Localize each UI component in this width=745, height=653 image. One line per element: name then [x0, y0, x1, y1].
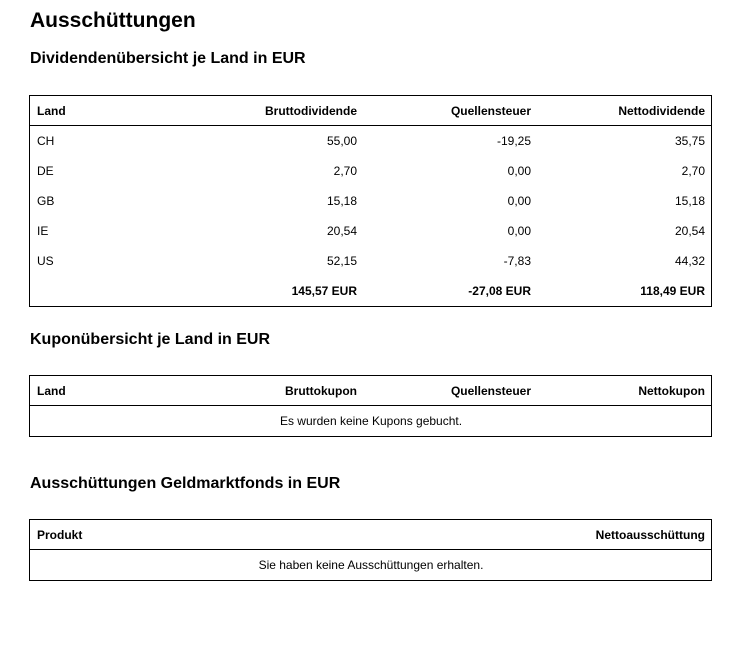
cell-netto: 20,54: [674, 224, 705, 238]
col-header-nettodividende: Nettodividende: [538, 96, 712, 126]
col-header-quellensteuer: Quellensteuer: [364, 96, 538, 126]
total-brutto: 145,57 EUR: [291, 284, 357, 298]
money-market-table: [29, 519, 712, 581]
dividend-header-row: [30, 96, 712, 126]
money-market-empty-message: Sie haben keine Ausschüttungen erhalten.: [258, 558, 484, 572]
cell-quellensteuer: -19,25: [496, 134, 531, 148]
empty-row: [30, 550, 712, 581]
cell-netto: 35,75: [674, 134, 705, 148]
cell-brutto: 55,00: [326, 134, 357, 148]
total-netto: 118,49 EUR: [640, 284, 705, 298]
cell-quellensteuer: 0,00: [507, 224, 531, 238]
col-header-nettokupon: Nettokupon: [538, 376, 712, 406]
coupon-table: [29, 375, 712, 437]
money-market-header-row: [30, 520, 712, 550]
col-header-bruttodividende: Bruttodividende: [140, 96, 364, 126]
money-market-section-title: Ausschüttungen Geldmarktfonds in EUR: [30, 475, 341, 492]
total-label: [30, 276, 140, 306]
cell-brutto: 20,54: [326, 224, 357, 238]
cell-land: CH: [37, 134, 55, 148]
dividend-table: [29, 95, 712, 307]
col-header-land: Land: [30, 96, 140, 126]
cell-land: DE: [37, 164, 54, 178]
col-header-bruttokupon: Bruttokupon: [140, 376, 364, 406]
table-row: [30, 186, 712, 216]
empty-row: [30, 406, 712, 437]
coupon-header-row: [30, 376, 712, 406]
cell-quellensteuer: 0,00: [507, 194, 531, 208]
cell-brutto: 52,15: [326, 254, 357, 268]
cell-land: GB: [37, 194, 55, 208]
cell-brutto: 15,18: [326, 194, 357, 208]
page-title: Ausschüttungen: [30, 9, 196, 32]
cell-land: IE: [37, 224, 49, 238]
table-row: [30, 246, 712, 276]
table-row: [30, 126, 712, 157]
cell-netto: 2,70: [681, 164, 705, 178]
cell-brutto: 2,70: [333, 164, 357, 178]
col-header-quellensteuer: Quellensteuer: [364, 376, 538, 406]
table-row: [30, 156, 712, 186]
cell-netto: 15,18: [674, 194, 705, 208]
cell-quellensteuer: 0,00: [507, 164, 531, 178]
total-quellensteuer: -27,08 EUR: [468, 284, 531, 298]
col-header-land: Land: [30, 376, 140, 406]
table-row: [30, 216, 712, 246]
totals-row: [30, 276, 712, 306]
coupon-section-title: Kuponübersicht je Land in EUR: [30, 331, 271, 348]
col-header-produkt: Produkt: [30, 520, 370, 550]
cell-netto: 44,32: [674, 254, 705, 268]
dividend-section-title: Dividendenübersicht je Land in EUR: [30, 50, 306, 67]
coupon-empty-message: Es wurden keine Kupons gebucht.: [279, 414, 463, 428]
cell-quellensteuer: -7,83: [503, 254, 531, 268]
cell-land: US: [37, 254, 54, 268]
col-header-nettoausschuettung: Nettoausschüttung: [370, 520, 712, 550]
